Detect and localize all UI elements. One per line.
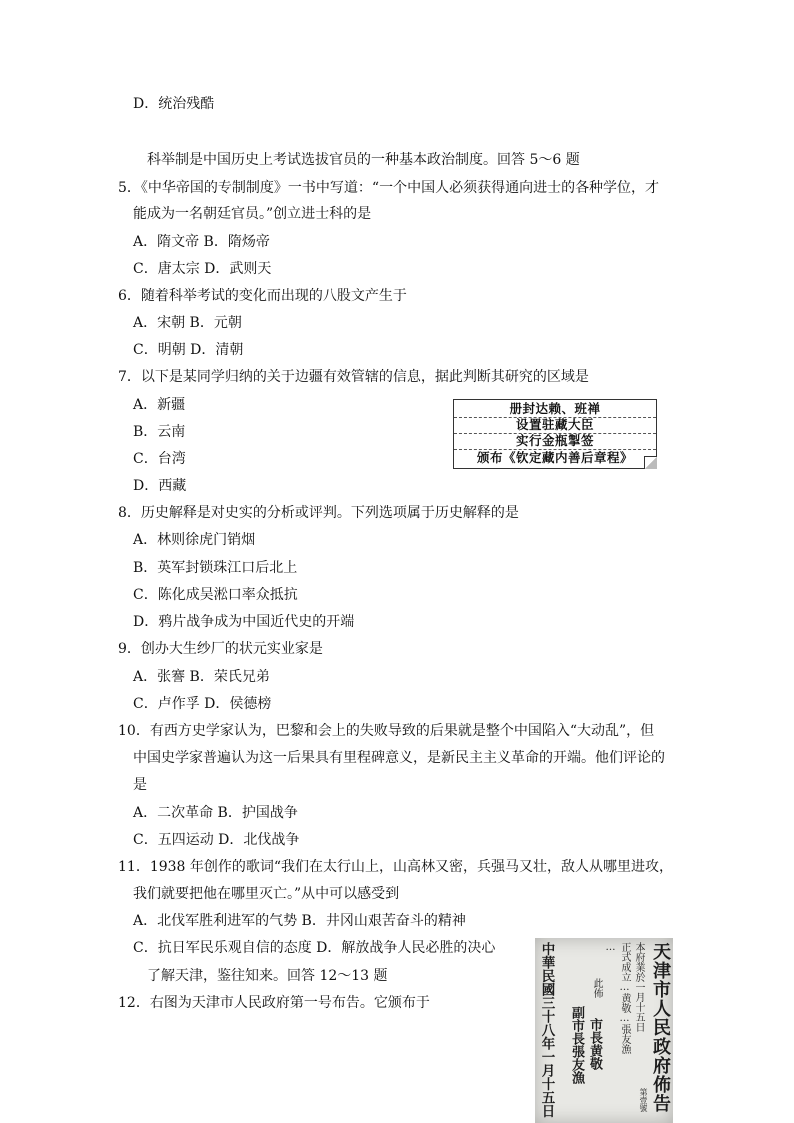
tibet-info-item: 册封达赖、班禅	[454, 401, 656, 418]
proclamation-body: 正式成立…黄敬…張友漁	[619, 942, 630, 1054]
question-9-stem: 9．创办大生纱厂的状元实业家是	[118, 641, 323, 657]
page-fold-corner	[644, 456, 657, 469]
question-6-options-ab: A．宋朝 B．元朝	[133, 315, 242, 331]
tibet-info-box	[453, 399, 657, 469]
question-5-stem-cont: 能成为一名朝廷官员。”创立进士科的是	[133, 206, 372, 222]
question-10-stem-cont: 是	[133, 777, 147, 793]
question-11-stem: 11．1938 年创作的歌词“我们在太行山上，山高林又密，兵强马又壮，敌人从哪里进攻，	[118, 859, 674, 875]
tibet-info-item: 设置驻藏大臣	[454, 417, 656, 434]
question-10-stem-cont: 中国史学家普遍认为这一后果具有里程碑意义，是新民主主义革命的开端。他们评论的	[133, 750, 665, 766]
question-7-option-c: C．台湾	[133, 451, 186, 467]
question-8-stem: 8．历史解释是对史实的分析或评判。下列选项属于历史解释的是	[118, 505, 519, 521]
question-5-options-cd: C．唐太宗 D．武则天	[133, 261, 272, 277]
proclamation-number: 第壹號	[639, 1088, 648, 1112]
tianjin-proclamation-image	[535, 938, 673, 1123]
proclamation-body: 本府業於一月十五日	[633, 942, 644, 1032]
proclamation-body: 此佈	[591, 978, 602, 998]
question-8-option-b: B．英军封锁珠江口后北上	[133, 560, 298, 576]
question-11-options-cd: C．抗日军民乐观自信的态度 D．解放战争人民必胜的决心	[133, 940, 496, 956]
question-11-stem-cont: 我们就要把他在哪里灭亡。”从中可以感受到	[133, 886, 400, 902]
question-6-options-cd: C．明朝 D．清朝	[133, 342, 244, 358]
question-10-stem: 10．有西方史学家认为，巴黎和会上的失败导致的后果就是整个中国陷入“大动乱”，但	[118, 723, 655, 739]
question-7-option-b: B．云南	[133, 424, 186, 440]
section-intro: 了解天津，鉴往知来。回答 12～13 题	[147, 968, 388, 984]
question-10-options-cd: C．五四运动 D．北伐战争	[133, 832, 300, 848]
question-12-stem: 12．右图为天津市人民政府第一号布告。它颁布于	[118, 995, 430, 1011]
question-11-options-ab: A．北伐军胜利进军的气势 B．井冈山艰苦奋斗的精神	[133, 913, 466, 929]
proclamation-date: 中華民國三十八年一月十五日	[538, 942, 555, 1118]
question-7-stem: 7．以下是某同学归纳的关于边疆有效管辖的信息，据此判断其研究的区域是	[118, 369, 589, 385]
question-9-options-ab: A．张謇 B．荣氏兄弟	[133, 669, 270, 685]
proclamation-vice-mayor: 副市長張友漁	[569, 1006, 584, 1084]
proclamation-body: …	[605, 942, 616, 953]
question-10-options-ab: A．二次革命 B．护国战争	[133, 805, 298, 821]
question-6-stem: 6．随着科举考试的变化而出现的八股文产生于	[118, 288, 407, 304]
question-8-option-c: C．陈化成吴淞口率众抵抗	[133, 587, 298, 603]
section-intro: 科举制是中国历史上考试选拔官员的一种基本政治制度。回答 5～6 题	[147, 152, 580, 168]
question-9-options-cd: C．卢作孚 D．侯德榜	[133, 696, 272, 712]
question-8-option-a: A．林则徐虎门销烟	[133, 532, 256, 548]
question-5-options-ab: A．隋文帝 B．隋炀帝	[133, 234, 270, 250]
proclamation-mayor: 市長黄敬	[587, 1018, 602, 1070]
question-8-option-d: D．鸦片战争成为中国近代史的开端	[133, 614, 355, 630]
tibet-info-item: 实行金瓶掣签	[454, 433, 656, 450]
tibet-info-item: 颁布《钦定藏内善后章程》	[476, 450, 633, 465]
question-5-stem: 5．《中华帝国的专制制度》一书中写道：“一个中国人必须获得通向进士的各种学位，才	[118, 180, 660, 196]
proclamation-title: 天津市人民政府佈告	[650, 942, 671, 1113]
option-line: D．统治残酷	[133, 96, 215, 112]
question-7-option-a: A．新疆	[133, 397, 186, 413]
question-7-option-d: D．西藏	[133, 478, 187, 494]
